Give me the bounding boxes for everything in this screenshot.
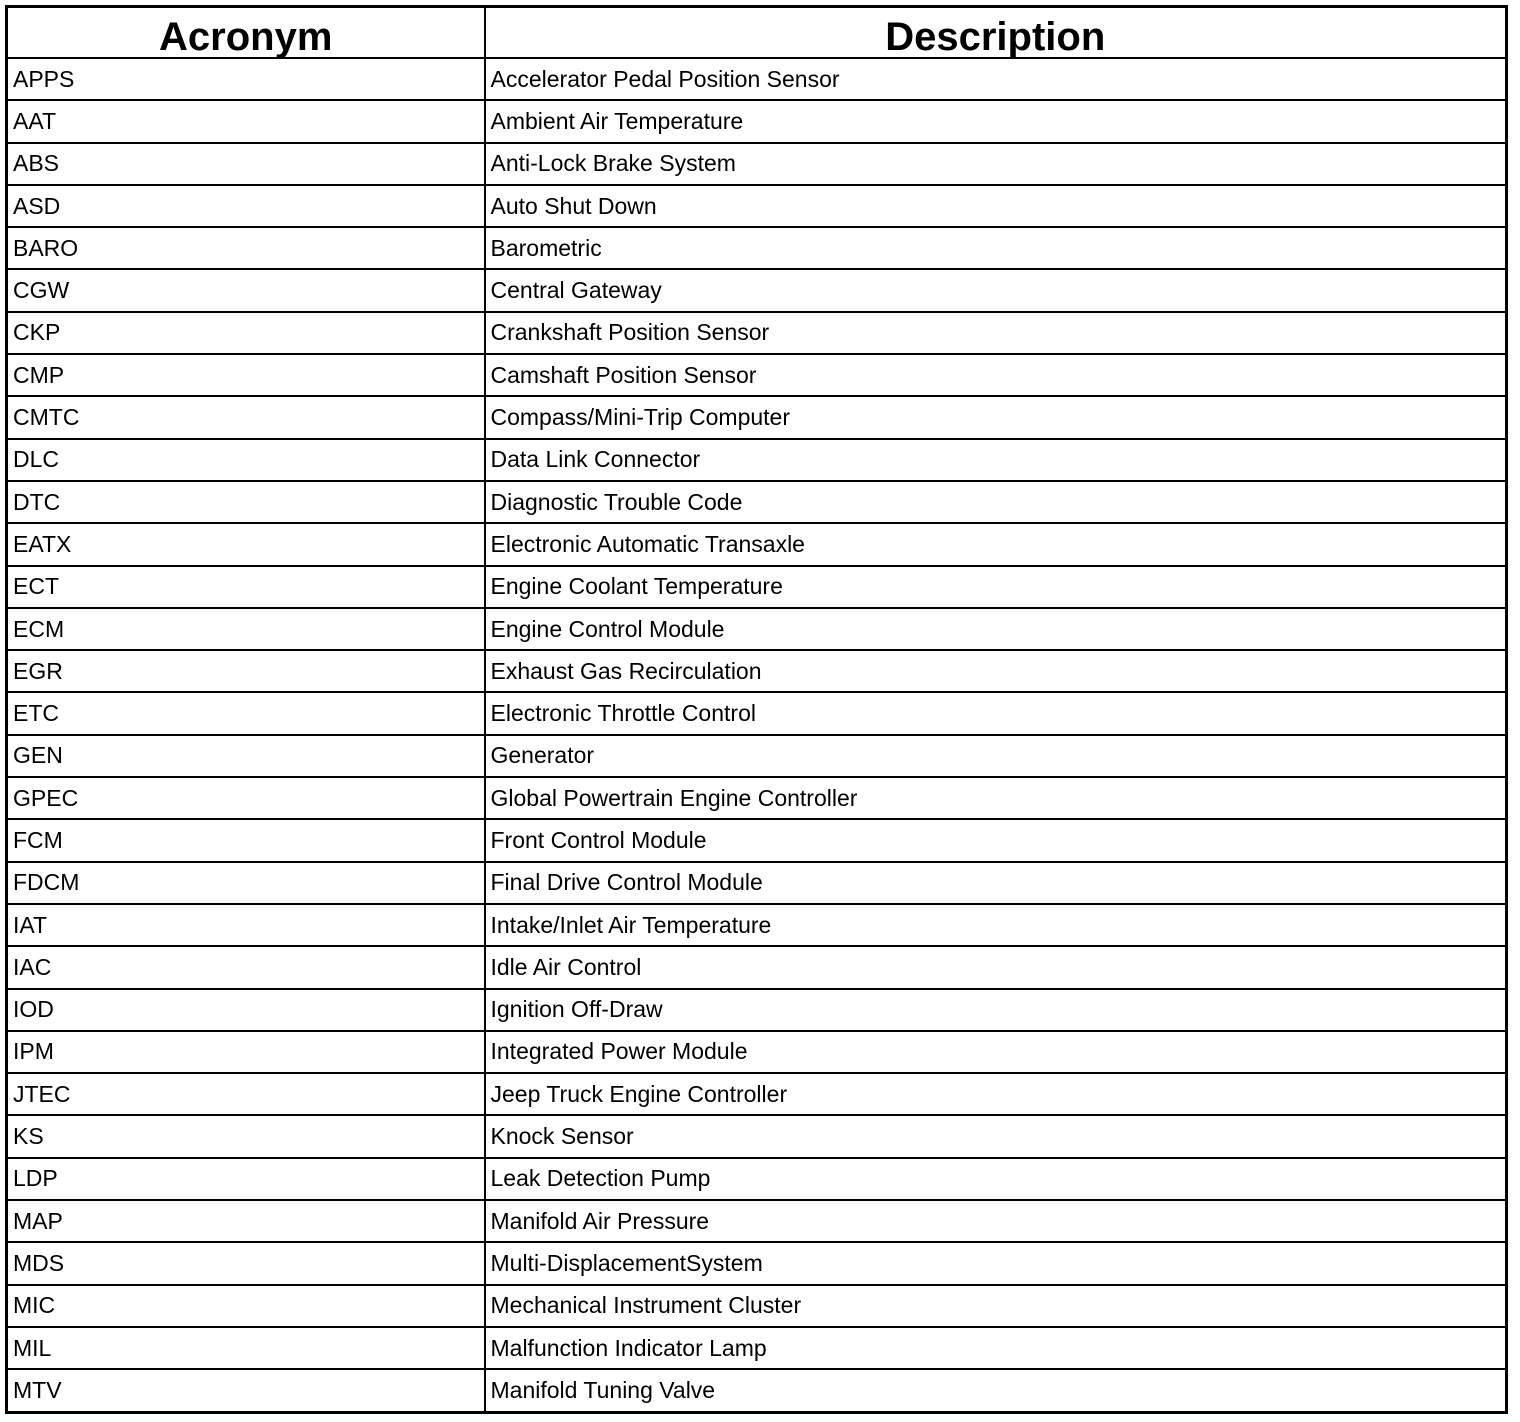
acronym-cell: IAC — [7, 946, 485, 988]
table-row — [7, 354, 1507, 396]
acronym-cell: ASD — [7, 185, 485, 227]
table-row — [7, 1327, 1507, 1369]
table-row — [7, 143, 1507, 185]
acronym-cell: DLC — [7, 439, 485, 481]
table-row — [7, 227, 1507, 269]
header-acronym: Acronym — [7, 7, 485, 59]
table-row — [7, 608, 1507, 650]
acronym-cell: AAT — [7, 100, 485, 142]
description-cell: Integrated Power Module — [485, 1031, 1507, 1073]
acronym-cell: ETC — [7, 692, 485, 734]
table-row — [7, 1369, 1507, 1412]
acronym-cell: APPS — [7, 58, 485, 100]
description-cell: Knock Sensor — [485, 1115, 1507, 1157]
description-cell: Mechanical Instrument Cluster — [485, 1285, 1507, 1327]
description-cell: Jeep Truck Engine Controller — [485, 1073, 1507, 1115]
description-cell: Data Link Connector — [485, 439, 1507, 481]
table-row — [7, 1158, 1507, 1200]
description-cell: Auto Shut Down — [485, 185, 1507, 227]
table-row — [7, 777, 1507, 819]
acronym-cell: MIC — [7, 1285, 485, 1327]
table-header-row — [7, 7, 1507, 59]
description-cell: Anti-Lock Brake System — [485, 143, 1507, 185]
description-cell: Camshaft Position Sensor — [485, 354, 1507, 396]
table-row — [7, 904, 1507, 946]
table-row — [7, 566, 1507, 608]
table-row — [7, 862, 1507, 904]
header-description: Description — [485, 7, 1507, 59]
acronym-cell: KS — [7, 1115, 485, 1157]
description-cell: Front Control Module — [485, 819, 1507, 861]
table-row — [7, 1073, 1507, 1115]
description-cell: Accelerator Pedal Position Sensor — [485, 58, 1507, 100]
acronym-cell: JTEC — [7, 1073, 485, 1115]
table-row — [7, 1242, 1507, 1284]
acronym-cell: IPM — [7, 1031, 485, 1073]
description-cell: Intake/Inlet Air Temperature — [485, 904, 1507, 946]
description-cell: Generator — [485, 735, 1507, 777]
description-cell: Engine Coolant Temperature — [485, 566, 1507, 608]
acronym-cell: ECM — [7, 608, 485, 650]
description-cell: Exhaust Gas Recirculation — [485, 650, 1507, 692]
acronym-cell: GPEC — [7, 777, 485, 819]
acronym-cell: CGW — [7, 269, 485, 311]
acronym-cell: MDS — [7, 1242, 485, 1284]
acronym-cell: MIL — [7, 1327, 485, 1369]
table-row — [7, 1031, 1507, 1073]
acronym-cell: MAP — [7, 1200, 485, 1242]
table-row — [7, 523, 1507, 565]
description-cell: Ignition Off-Draw — [485, 989, 1507, 1031]
description-cell: Barometric — [485, 227, 1507, 269]
table-row — [7, 1115, 1507, 1157]
description-cell: Final Drive Control Module — [485, 862, 1507, 904]
table-row — [7, 735, 1507, 777]
table-row — [7, 100, 1507, 142]
table-row — [7, 439, 1507, 481]
table-row — [7, 58, 1507, 100]
table-row — [7, 1285, 1507, 1327]
acronym-cell: EATX — [7, 523, 485, 565]
description-cell: Multi-DisplacementSystem — [485, 1242, 1507, 1284]
table-row — [7, 481, 1507, 523]
table-row — [7, 989, 1507, 1031]
acronym-cell: FDCM — [7, 862, 485, 904]
table-row — [7, 650, 1507, 692]
table-row — [7, 1200, 1507, 1242]
description-cell: Manifold Tuning Valve — [485, 1369, 1507, 1412]
description-cell: Idle Air Control — [485, 946, 1507, 988]
acronym-cell: GEN — [7, 735, 485, 777]
description-cell: Global Powertrain Engine Controller — [485, 777, 1507, 819]
table-row — [7, 946, 1507, 988]
table-row — [7, 269, 1507, 311]
description-cell: Crankshaft Position Sensor — [485, 312, 1507, 354]
acronym-cell: CMTC — [7, 396, 485, 438]
acronym-cell: DTC — [7, 481, 485, 523]
acronym-table — [5, 5, 1508, 1414]
description-cell: Central Gateway — [485, 269, 1507, 311]
table-body — [7, 58, 1507, 1412]
acronym-cell: EGR — [7, 650, 485, 692]
description-cell: Electronic Throttle Control — [485, 692, 1507, 734]
table-row — [7, 692, 1507, 734]
table-row — [7, 819, 1507, 861]
acronym-cell: CMP — [7, 354, 485, 396]
acronym-cell: IAT — [7, 904, 485, 946]
table-row — [7, 396, 1507, 438]
acronym-cell: FCM — [7, 819, 485, 861]
acronym-cell: ECT — [7, 566, 485, 608]
acronym-cell: ABS — [7, 143, 485, 185]
acronym-cell: LDP — [7, 1158, 485, 1200]
description-cell: Malfunction Indicator Lamp — [485, 1327, 1507, 1369]
description-cell: Engine Control Module — [485, 608, 1507, 650]
description-cell: Electronic Automatic Transaxle — [485, 523, 1507, 565]
description-cell: Leak Detection Pump — [485, 1158, 1507, 1200]
table-row — [7, 185, 1507, 227]
description-cell: Manifold Air Pressure — [485, 1200, 1507, 1242]
table-row — [7, 312, 1507, 354]
acronym-cell: CKP — [7, 312, 485, 354]
description-cell: Compass/Mini-Trip Computer — [485, 396, 1507, 438]
acronym-cell: IOD — [7, 989, 485, 1031]
description-cell: Ambient Air Temperature — [485, 100, 1507, 142]
description-cell: Diagnostic Trouble Code — [485, 481, 1507, 523]
acronym-cell: BARO — [7, 227, 485, 269]
acronym-cell: MTV — [7, 1369, 485, 1412]
